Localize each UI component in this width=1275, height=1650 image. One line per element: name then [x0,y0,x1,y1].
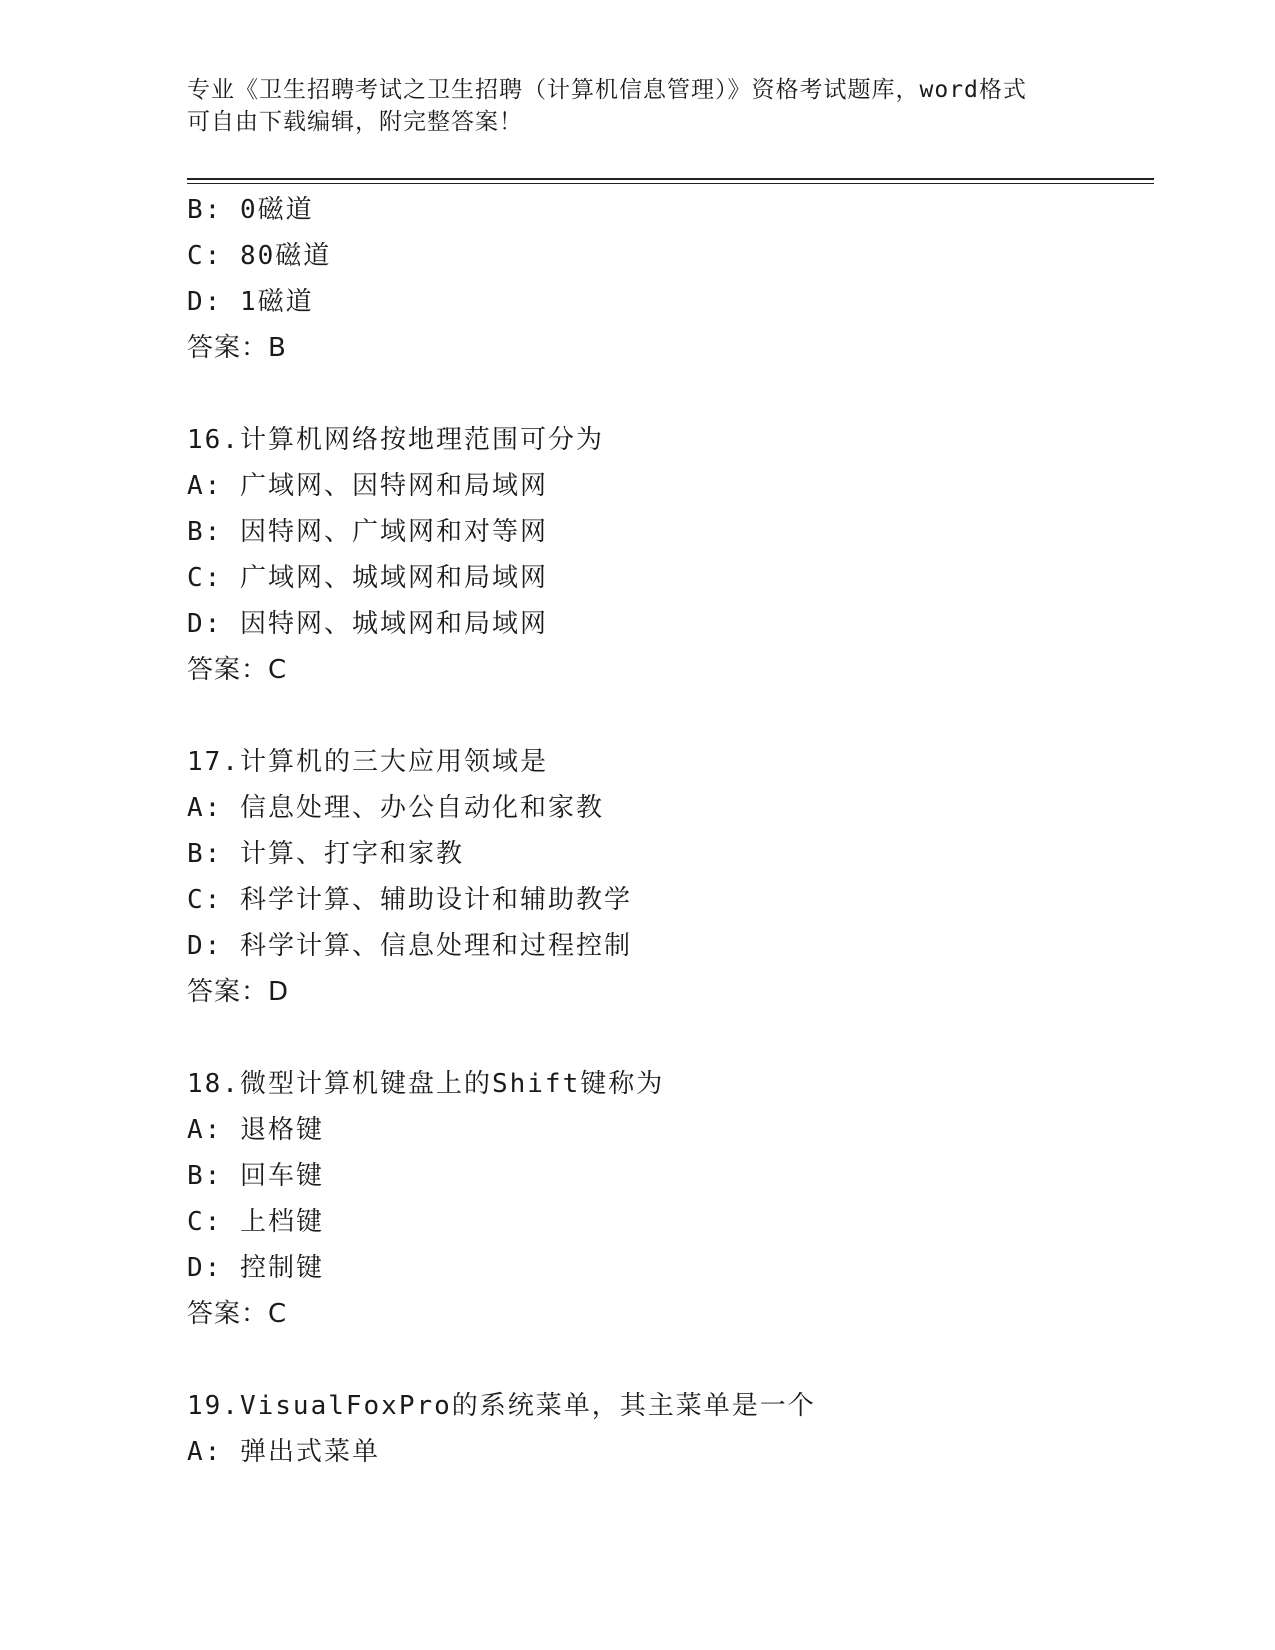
option-a: A: 信息处理、办公自动化和家教 [187,793,604,823]
spacer [187,693,1147,739]
option-d: D: 控制键 [187,1253,324,1283]
option-d: D: 1磁道 [187,287,314,317]
option-a: A: 弹出式菜单 [187,1437,380,1467]
option-d: D: 因特网、城域网和局域网 [187,609,548,639]
answer-line: 答案：C [187,655,288,685]
question-block-15 [187,187,1147,371]
answer-line: 答案：B [187,333,287,363]
header-divider-thin [187,183,1154,184]
option-b: B: 0磁道 [187,195,314,225]
answer-line: 答案：D [187,977,290,1007]
question-block-17 [187,739,1147,1015]
answer-line: 答案：C [187,1299,288,1329]
question-stem: 17.计算机的三大应用领域是 [187,747,548,777]
header-divider-thick [187,178,1154,180]
question-block-16 [187,417,1147,693]
option-c: C: 上档键 [187,1207,324,1237]
header-line-1: 专业《卫生招聘考试之卫生招聘（计算机信息管理）》资格考试题库，word格式 [187,77,1027,103]
question-stem: 19.VisualFoxPro的系统菜单，其主菜单是一个 [187,1391,816,1421]
header-line-2: 可自由下载编辑，附完整答案！ [187,109,523,135]
option-a: A: 广域网、因特网和局域网 [187,471,548,501]
spacer [187,1015,1147,1061]
spacer [187,1337,1147,1383]
question-block-18 [187,1061,1147,1337]
question-stem: 16.计算机网络按地理范围可分为 [187,425,604,455]
document-header [187,74,1087,138]
option-c: C: 科学计算、辅助设计和辅助教学 [187,885,632,915]
option-c: C: 广域网、城域网和局域网 [187,563,548,593]
option-d: D: 科学计算、信息处理和过程控制 [187,931,632,961]
option-b: B: 因特网、广域网和对等网 [187,517,548,547]
question-block-19 [187,1383,1147,1475]
question-list [187,187,1147,1475]
option-c: C: 80磁道 [187,241,332,271]
spacer [187,371,1147,417]
option-a: A: 退格键 [187,1115,324,1145]
option-b: B: 计算、打字和家教 [187,839,464,869]
option-b: B: 回车键 [187,1161,324,1191]
question-stem: 18.微型计算机键盘上的Shift键称为 [187,1069,665,1099]
